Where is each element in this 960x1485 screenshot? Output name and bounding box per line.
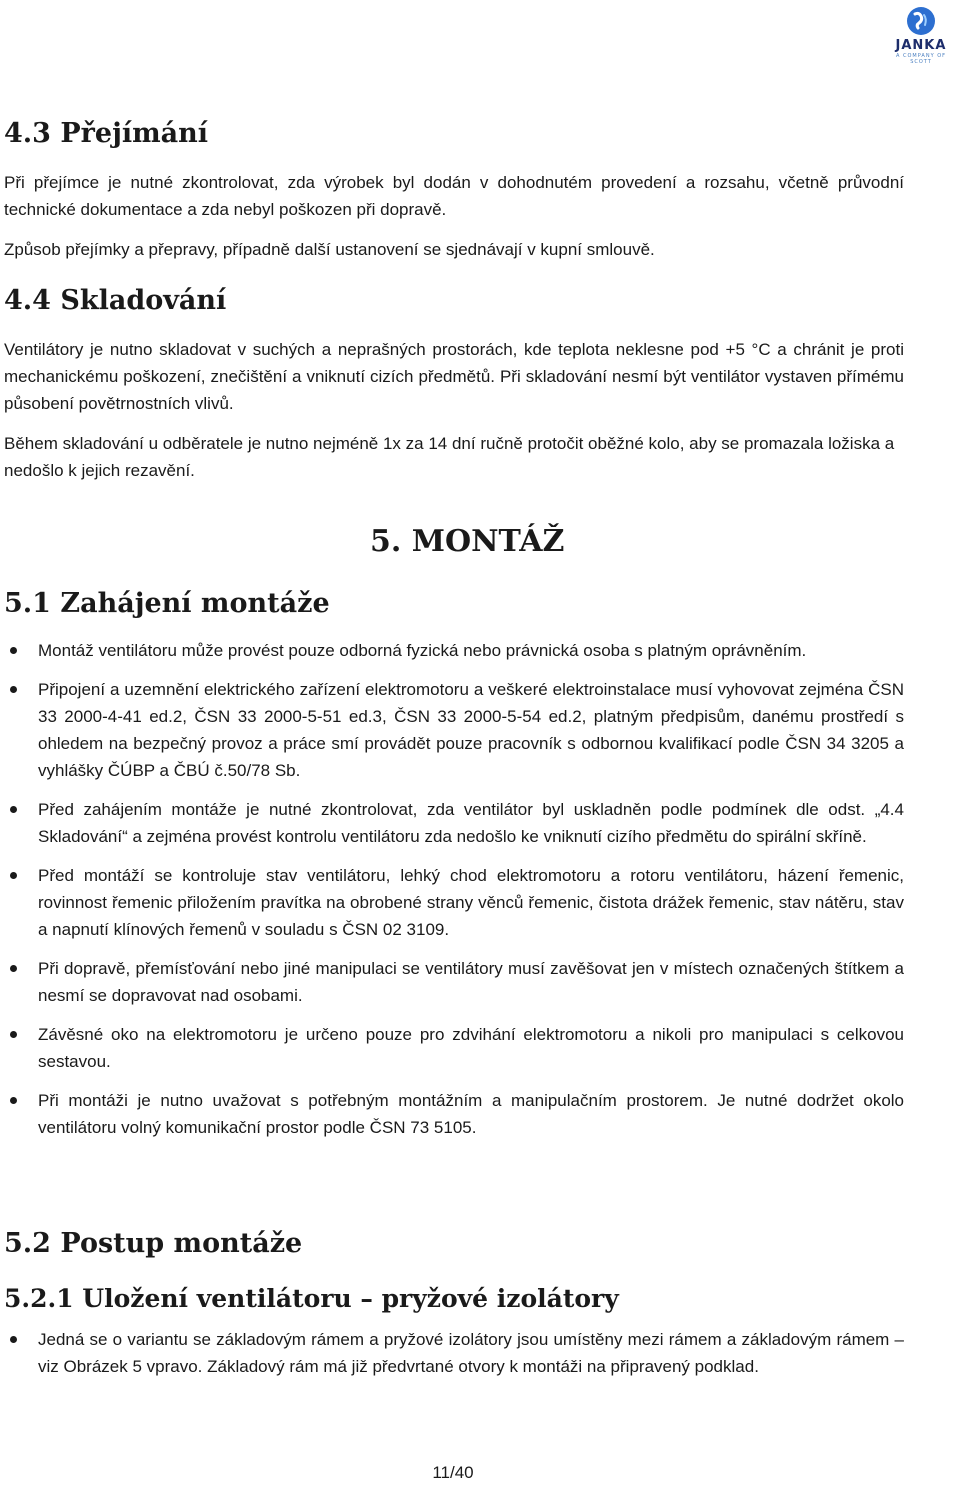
list-item: Montáž ventilátoru může provést pouze odborná fyzická nebo právnická osoba s platným oprávněním. (4, 637, 904, 664)
section-5-2-1-heading: 5.2.1 Uložení ventilátoru – pryžové izolátory (4, 1284, 619, 1313)
list-item: Závěsné oko na elektromotoru je určeno pouze pro zdvihání elektromotoru a nikoli pro manipulaci s celkovou sestavou. (4, 1021, 904, 1075)
section-4-3-paragraph-2: Způsob přejímky a přepravy, případně další ustanovení se sjednávají v kupní smlouvě. (4, 240, 655, 259)
section-5-2-1-list (4, 1326, 904, 1380)
list-item: Při dopravě, přemísťování nebo jiné manipulaci se ventilátory musí zavěšovat jen v místech označených štítkem a nesmí se dopravovat nad osobami. (4, 955, 904, 1009)
list-item: Jedná se o variantu se základovým rámem a pryžové izolátory jsou umístěny mezi rámem a základovým rámem – viz Obrázek 5 vpravo. Základový rám má již předvrtané otvory k montáži na připravený podklad. (4, 1326, 904, 1380)
logo-tagline: A COMPANY OF SCOTT (895, 53, 947, 65)
logo-name: JANKA (895, 38, 947, 53)
section-5-1-heading: 5.1 Zahájení montáže (4, 588, 330, 619)
chapter-5-number: 5. (370, 524, 402, 559)
company-logo (888, 6, 954, 66)
page-number: 11/40 (432, 1463, 474, 1482)
list-item: Při montáži je nutno uvažovat s potřebným montážním a manipulačním prostorem. Je nutné dodržet okolo ventilátoru volný komunikační prostor podle ČSN 73 5105. (4, 1087, 904, 1141)
janka-logo-icon (906, 6, 936, 36)
section-4-4-paragraph-1: Ventilátory je nutno skladovat v suchých a neprašných prostorách, kde teplota neklesne pod +5 °C a chránit je proti mechanickému poškození, znečištění a vniknutí cizích předmětů. Při skladování nesmí být ventilátor vystaven přímému působení povětrnostních vlivů. (4, 340, 904, 413)
section-5-1-list (4, 637, 904, 1141)
list-item: Před zahájením montáže je nutné zkontrolovat, zda ventilátor byl uskladněn podle podmínek dle odst. „4.4 Skladování“ a zejména provést kontrolu ventilátoru zda nedošlo ke vniknutí cizího předmětu do spirální skříně. (4, 796, 904, 850)
section-4-4-paragraph-2: Během skladování u odběratele je nutno nejméně 1x za 14 dní ručně protočit oběžné kolo, aby se promazala ložiska a nedošlo k jejich rezavění. (4, 434, 895, 480)
list-item: Před montáží se kontroluje stav ventilátoru, lehký chod elektromotoru a rotoru ventilátoru, házení řemenic, rovinnost řemenic přiložením pravítka na obrobené strany věnců řemenic, čistota drážek řemenic, stav nátěru, stav a napnutí klínových řemenů v souladu s ČSN 02 3109. (4, 862, 904, 943)
chapter-5-title: MONTÁŽ (411, 524, 565, 559)
section-4-3-paragraph-1: Při přejímce je nutné zkontrolovat, zda výrobek byl dodán v dohodnutém provedení a rozsahu, včetně průvodní technické dokumentace a zda nebyl poškozen při dopravě. (4, 173, 904, 219)
section-5-2-heading: 5.2 Postup montáže (4, 1228, 303, 1259)
section-4-3-heading: 4.3 Přejímání (4, 118, 209, 149)
section-4-4-heading: 4.4 Skladování (4, 285, 227, 316)
list-item: Připojení a uzemnění elektrického zařízení elektromotoru a veškeré elektroinstalace musí vyhovovat zejména ČSN 33 2000-4-41 ed.2, ČSN 33 2000-5-51 ed.3, ČSN 33 2000-5-54 ed.2, platným předpisům, danému prostředí s ohledem na bezpečný provoz a práce smí provádět pouze pracovník s odbornou kvalifikací podle ČSN 34 3205 a vyhlášky ČÚBP a ČBÚ č.50/78 Sb. (4, 676, 904, 784)
chapter-5-heading (370, 524, 564, 559)
